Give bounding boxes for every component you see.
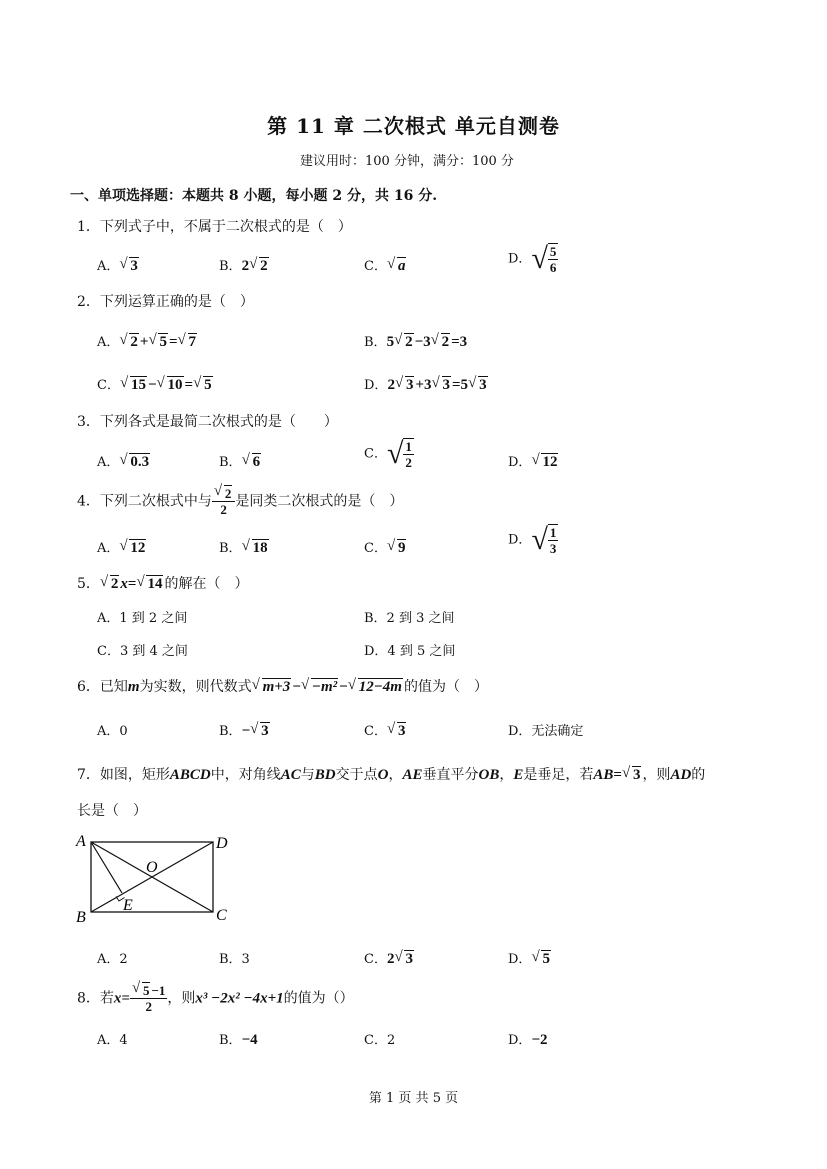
segment-ae [91, 842, 122, 893]
label-a: A [76, 833, 86, 850]
q1-stem: 1．下列式子中，不属于二次根式的是（ ） [77, 219, 352, 235]
q6-option-c: C．√ 3 [364, 720, 407, 740]
q1-option-a: A．√ 3 [97, 255, 140, 275]
label-c: C [216, 907, 227, 924]
q7-option-a: A．2 [97, 952, 128, 967]
q2-option-c: C．√ 15 −√ 10 =√ 5 [97, 374, 214, 394]
q2-stem: 2．下列运算正确的是（ ） [77, 294, 254, 310]
label-e: E [123, 897, 133, 914]
q8-fraction: √ $\frac{5 -1}{2}$ [130, 983, 167, 1014]
q4-fraction: √ $\frac{2}{2}$ [212, 486, 236, 517]
q1-option-c: C．√ a [364, 255, 407, 275]
q7-stem-line2: 长是（ ） [77, 803, 147, 819]
q4-stem: 4．下列二次根式中与 √ $\frac{2}{2}$ 是同类二次根式的是（ ） [77, 486, 403, 517]
page-title: 第 11 章 二次根式 单元自测卷 [267, 114, 560, 138]
q4-option-b: B．√ 18 [219, 537, 270, 557]
q8-option-c: C．2 [364, 1033, 396, 1048]
q1-option-d: D． √ $\frac{5}{6}$ [508, 242, 557, 275]
q8-option-d: D．−2 [508, 1032, 548, 1048]
q7-stem: 7．如图，矩形ABCD中，对角线AC与BD交于点O，AE垂直平分OB，E是垂足，若AB=√ 3 ，则AD的 [77, 764, 705, 784]
q3-option-d: D．√ 12 [508, 451, 559, 471]
q3-option-c: C． √ $\frac{1}{2}$ [364, 437, 412, 470]
q6-option-d: D．无法确定 [508, 724, 584, 739]
q5-option-c: C．3 到 4 之间 [97, 644, 188, 659]
q5-option-a: A．1 到 2 之间 [97, 611, 188, 626]
q8-option-a: A．4 [97, 1033, 128, 1048]
q6-stem: 6．已知m为实数，则代数式√ m+3 −√ −m² −√ 12−4m 的值为（ ） [77, 676, 488, 696]
q8-stem: 8．若x= √ $\frac{5 -1}{2}$ ，则x³ −2x² −4x+1的值为（） [77, 983, 354, 1014]
q7-option-c: C．2√ 3 [364, 948, 415, 968]
q3-option-a: A．√ 0.3 [97, 451, 151, 471]
label-o: O [146, 859, 158, 876]
q4-option-d: D． √ $\frac{1}{3}$ [508, 523, 557, 556]
rectangle-figure [70, 828, 240, 928]
q7-option-d: D．√ 5 [508, 948, 552, 968]
q5-option-b: B．2 到 3 之间 [364, 611, 455, 626]
q7-option-b: B．3 [219, 952, 250, 967]
q5-option-d: D．4 到 5 之间 [364, 644, 456, 659]
page-number: 第 1 页 共 5 页 [368, 1091, 459, 1106]
q3-option-b: B．√ 6 [219, 451, 262, 471]
q1-option-b: B．2√ 2 [219, 255, 270, 275]
section-heading: 一、单项选择题：本题共 8 小题，每小题 2 分，共 16 分. [70, 188, 438, 204]
q5-stem: 5．√ 2 x=√ 14 的解在（ ） [77, 573, 248, 593]
q8-option-b: B．−4 [219, 1032, 258, 1048]
q2-option-b: B．5√ 2 −3√ 2 =3 [364, 331, 467, 351]
q6-option-a: A．0 [97, 724, 128, 739]
q3-stem: 3．下列各式是最简二次根式的是（ ） [77, 414, 338, 430]
q2-option-a: A．√ 2 +√ 5 =√ 7 [97, 331, 198, 351]
q4-option-a: A．√ 12 [97, 537, 147, 557]
q6-option-b: B．−√ 3 [219, 720, 271, 740]
label-d: D [216, 835, 228, 852]
time-score-note: 建议用时：100 分钟，满分：100 分 [300, 154, 514, 169]
q2-option-d: D．2√ 3 +3√ 3 =5√ 3 [364, 374, 489, 394]
q4-option-c: C．√ 9 [364, 537, 407, 557]
label-b: B [76, 909, 86, 926]
